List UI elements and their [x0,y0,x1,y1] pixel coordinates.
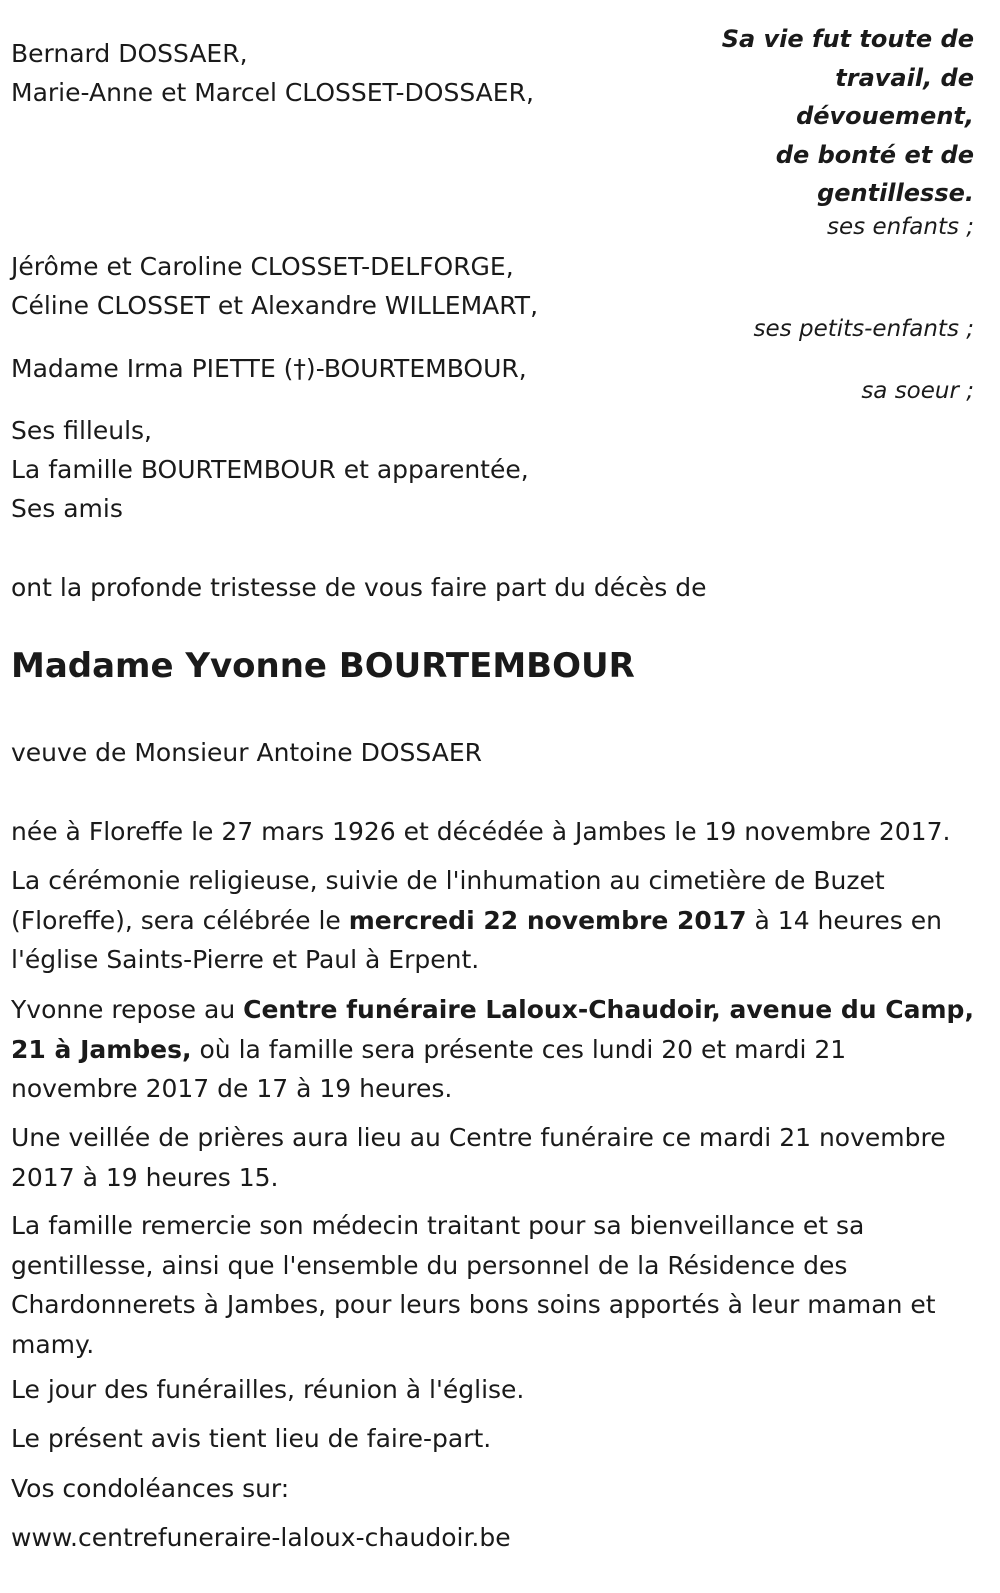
motto-line: gentillesse. [817,179,974,207]
website-link[interactable]: www.centrefuneraire-laloux-chaudoir.be [11,1523,511,1552]
child-2: Marie-Anne et Marcel CLOSSET-DOSSAER, [11,78,534,107]
rest-place: Centre funéraire Laloux-Chaudoir, avenue du Camp, 21 à Jambes, [11,995,974,1064]
thanks-paragraph: La famille remercie son médecin traitant pour sa bienveillance et sa gentillesse, ainsi que l'ensemble du personnel de la Résidence des Chardonnerets à Jambes, pour leurs bons soins apportés à leur maman et mamy. [11,1211,936,1359]
motto-line: dévouement, [796,102,974,130]
ceremony-date: mercredi 22 novembre 2017 [348,905,747,935]
rest-text: Yvonne repose au [11,995,244,1024]
friends: Ses amis [11,494,123,523]
notice: Le présent avis tient lieu de faire-part. [11,1424,492,1453]
ceremony-paragraph [11,861,976,980]
motto-line: de bonté et de [775,140,974,169]
godchildren: Ses filleuls, [11,416,153,445]
ceremony-text-end: à 14 heures en l'église Saints-Pierre et Paul à Erpent. [11,905,942,974]
grandchild-2: Céline CLOSSET et Alexandre WILLEMART, [11,291,539,320]
motto-line: Sa vie fut toute de [721,25,974,53]
role-children: ses enfants ; [827,214,974,240]
role-sister: sa soeur ; [861,378,974,404]
condolences-label: Vos condoléances sur: [11,1474,290,1503]
deceased-name: Madame Yvonne BOURTEMBOUR [11,646,635,686]
widow-of: veuve de Monsieur Antoine DOSSAER [11,738,483,767]
rest-paragraph [11,990,976,1109]
birth-death: née à Floreffe le 27 mars 1926 et décédée à Jambes le 19 novembre 2017. [11,817,951,846]
motto-line: travail, de [835,63,974,92]
meeting: Le jour des funérailles, réunion à l'église. [11,1375,525,1404]
extended-family: La famille BOURTEMBOUR et apparentée, [11,455,529,484]
ceremony-text: La cérémonie religieuse, suivie de l'inhumation au cimetière de Buzet (Floreffe), sera célébrée le [11,866,885,935]
grandchild-1: Jérôme et Caroline CLOSSET-DELFORGE, [11,252,514,281]
announcement: ont la profonde tristesse de vous faire part du décès de [11,573,707,602]
motto [722,20,974,213]
vigil-paragraph: Une veillée de prières aura lieu au Centre funéraire ce mardi 21 novembre 2017 à 19 heures 15. [11,1123,946,1192]
child-1: Bernard DOSSAER, [11,39,248,68]
role-grandchildren: ses petits-enfants ; [753,316,974,342]
sister: Madame Irma PIETTE (†)-BOURTEMBOUR, [11,354,527,383]
rest-text-end: où la famille sera présente ces lundi 20 et mardi 21 novembre 2017 de 17 à 19 heures. [11,1034,847,1103]
